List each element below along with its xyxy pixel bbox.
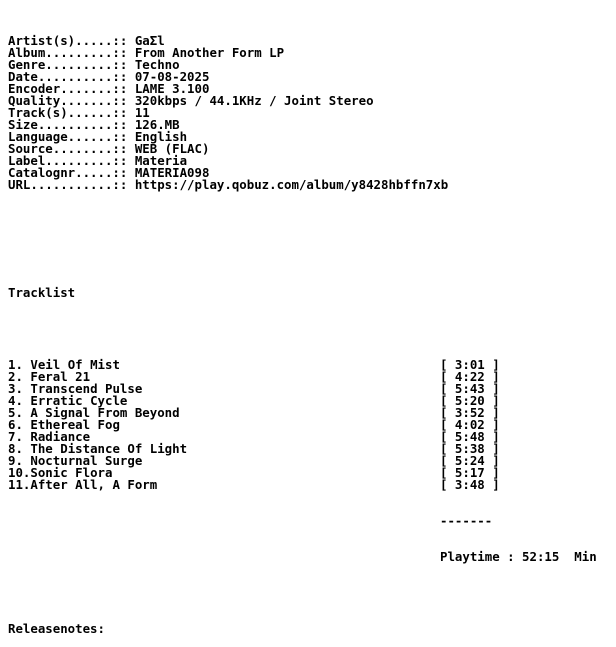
track-number: 11. bbox=[8, 477, 31, 492]
info-value: Materia bbox=[134, 153, 188, 168]
info-colon: : bbox=[119, 129, 128, 144]
playtime: Playtime : 52:15 Min bbox=[440, 549, 597, 564]
track-number: 10. bbox=[8, 465, 31, 480]
track-duration: [ 5:48 ] bbox=[440, 429, 500, 444]
info-colon: : bbox=[119, 153, 128, 168]
info-label: Encoder.......: bbox=[8, 81, 120, 96]
playtime-row bbox=[8, 551, 612, 563]
track-number: 8. bbox=[8, 441, 31, 456]
track-number: 4. bbox=[8, 393, 31, 408]
track-number: 1. bbox=[8, 357, 31, 372]
info-value: https://play.qobuz.com/album/y8428hbffn7xb bbox=[134, 177, 449, 192]
track-title: A Signal From Beyond bbox=[30, 405, 180, 420]
track-title: The Distance Of Light bbox=[30, 441, 188, 456]
track-title: After All, A Form bbox=[30, 477, 158, 492]
info-value: MATERIA098 bbox=[134, 165, 210, 180]
info-colon: : bbox=[119, 33, 128, 48]
info-label: Track(s)......: bbox=[8, 105, 120, 120]
info-colon: : bbox=[119, 165, 128, 180]
info-row bbox=[8, 179, 612, 191]
track-row bbox=[8, 479, 612, 491]
info-colon: : bbox=[119, 81, 128, 96]
track-duration: [ 5:24 ] bbox=[440, 453, 500, 468]
info-colon: : bbox=[119, 105, 128, 120]
info-label: Size..........: bbox=[8, 117, 120, 132]
info-colon: : bbox=[119, 141, 128, 156]
track-number: 3. bbox=[8, 381, 31, 396]
blank-line bbox=[8, 215, 612, 227]
release-info bbox=[8, 35, 612, 191]
info-value: English bbox=[134, 129, 188, 144]
track-row bbox=[8, 419, 612, 431]
info-colon: : bbox=[119, 93, 128, 108]
track-title: Feral 21 bbox=[30, 369, 91, 384]
total-separator-row bbox=[8, 515, 612, 527]
track-title: Nocturnal Surge bbox=[30, 453, 143, 468]
track-duration: [ 5:17 ] bbox=[440, 465, 500, 480]
info-value: WEB (FLAC) bbox=[134, 141, 210, 156]
track-duration: [ 4:22 ] bbox=[440, 369, 500, 384]
blank-line bbox=[8, 323, 612, 335]
track-number: 5. bbox=[8, 405, 31, 420]
info-label: Source........: bbox=[8, 141, 120, 156]
info-label: Artist(s).....: bbox=[8, 33, 120, 48]
track-number: 7. bbox=[8, 429, 31, 444]
track-title: Sonic Flora bbox=[30, 465, 113, 480]
track-duration: [ 5:43 ] bbox=[440, 381, 500, 396]
track-title: Ethereal Fog bbox=[30, 417, 120, 432]
info-colon: : bbox=[119, 57, 128, 72]
info-colon: : bbox=[119, 177, 128, 192]
info-colon: : bbox=[119, 117, 128, 132]
track-number: 9. bbox=[8, 453, 31, 468]
nfo-document bbox=[8, 11, 612, 647]
info-colon: : bbox=[119, 45, 128, 60]
track-duration: [ 3:48 ] bbox=[440, 477, 500, 492]
tracklist bbox=[8, 359, 612, 491]
info-label: Label.........: bbox=[8, 153, 120, 168]
track-row bbox=[8, 359, 612, 371]
total-separator: ------- bbox=[440, 513, 493, 528]
releasenotes-heading: Releasenotes: bbox=[8, 621, 105, 636]
blank-line bbox=[8, 587, 612, 599]
track-duration: [ 5:20 ] bbox=[440, 393, 500, 408]
info-label: Quality.......: bbox=[8, 93, 120, 108]
track-duration: [ 4:02 ] bbox=[440, 417, 500, 432]
info-value: 07-08-2025 bbox=[134, 69, 210, 84]
track-title: Transcend Pulse bbox=[30, 381, 143, 396]
info-value: LAME 3.100 bbox=[134, 81, 210, 96]
track-number: 6. bbox=[8, 417, 31, 432]
track-title: Veil Of Mist bbox=[30, 357, 120, 372]
info-label: Date..........: bbox=[8, 69, 120, 84]
info-colon: : bbox=[119, 69, 128, 84]
track-duration: [ 3:52 ] bbox=[440, 405, 500, 420]
info-label: Language......: bbox=[8, 129, 120, 144]
info-label: URL...........: bbox=[8, 177, 120, 192]
track-number: 2. bbox=[8, 369, 31, 384]
info-label: Album.........: bbox=[8, 45, 120, 60]
info-value: From Another Form LP bbox=[134, 45, 285, 60]
info-value: 320kbps / 44.1KHz / Joint Stereo bbox=[134, 93, 374, 108]
info-value: Techno bbox=[134, 57, 180, 72]
track-title: Erratic Cycle bbox=[30, 393, 128, 408]
info-label: Catalognr.....: bbox=[8, 165, 120, 180]
info-value: GaΣl bbox=[134, 33, 165, 48]
tracklist-heading: Tracklist bbox=[8, 285, 76, 300]
info-label: Genre.........: bbox=[8, 57, 120, 72]
track-duration: [ 5:38 ] bbox=[440, 441, 500, 456]
track-title: Radiance bbox=[30, 429, 91, 444]
info-value: 126.MB bbox=[134, 117, 180, 132]
blank-line bbox=[8, 251, 612, 263]
track-duration: [ 3:01 ] bbox=[440, 357, 500, 372]
info-value: 11 bbox=[134, 105, 150, 120]
